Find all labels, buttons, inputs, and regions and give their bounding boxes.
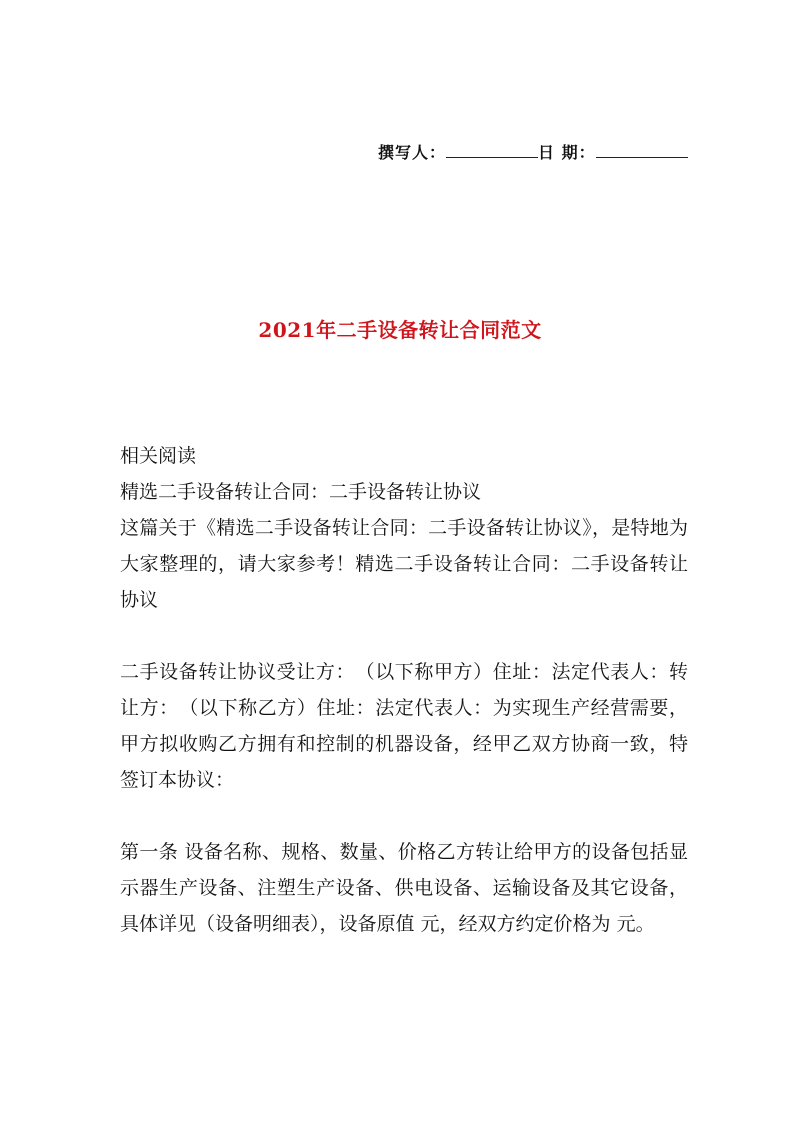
date-label: 日 期： [538,143,596,162]
paragraph-gap [120,798,688,834]
author-blank [446,143,538,158]
paragraph-gap [120,618,688,654]
document-body [120,438,688,942]
author-date-line [378,140,688,163]
paragraph-parties: 二手设备转让协议受让方： （以下称甲方）住址：法定代表人：转让方： （以下称乙方）住址：法定代表人：为实现生产经营需要，甲方拟收购乙方拥有和控制的机器设备，经甲乙双方协商一致，特签订本协议： [120,661,688,791]
paragraph-intro: 这篇关于《精选二手设备转让合同：二手设备转让协议》，是特地为大家整理的，请大家参考！精选二手设备转让合同：二手设备转让协议 [120,517,688,611]
paragraph-featured-title: 精选二手设备转让合同：二手设备转让协议 [120,481,482,503]
author-label: 撰写人： [378,143,447,162]
paragraph-article-one: 第一条 设备名称、规格、数量、价格乙方转让给甲方的设备包括显示器生产设备、注塑生产设备、供电设备、运输设备及其它设备，具体详见（设备明细表），设备原值 元，经双方约定价格为 元。 [120,841,688,935]
paragraph-related-reading: 相关阅读 [120,445,197,467]
date-blank [596,143,688,158]
document-title: 2021年二手设备转让合同范文 [258,318,542,342]
